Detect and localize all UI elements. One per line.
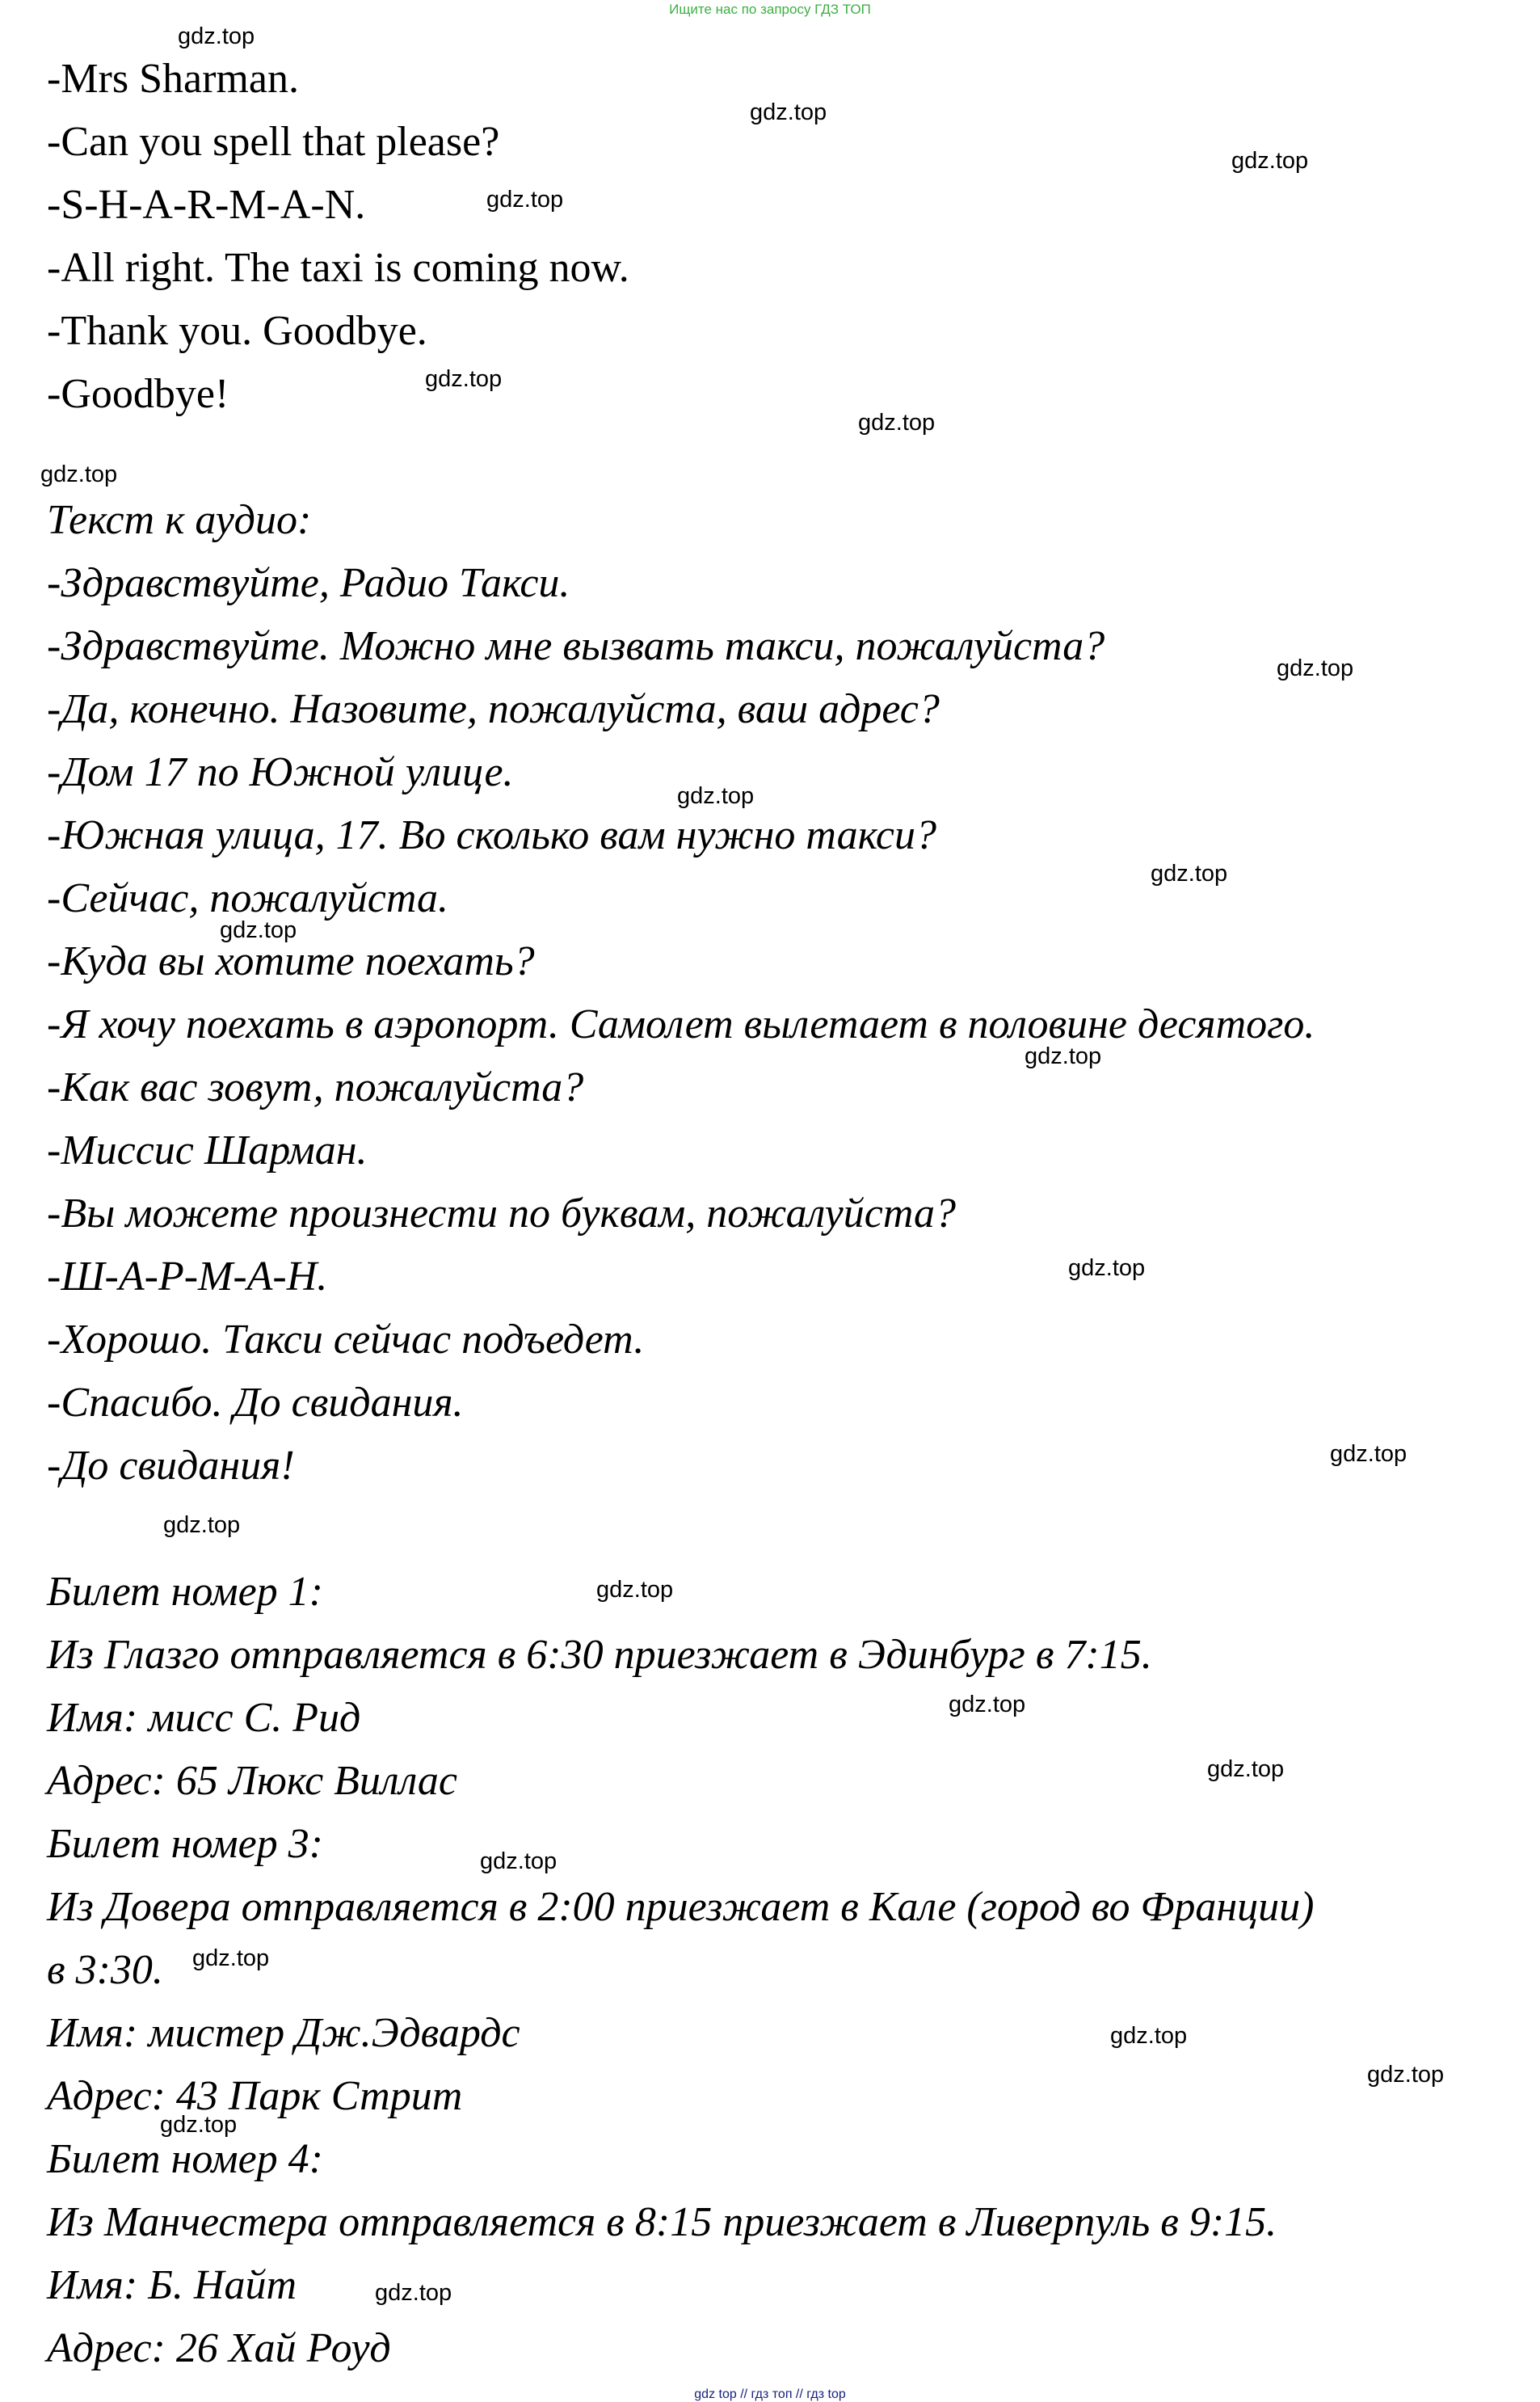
translation-line: -Южная улица, 17. Во сколько вам нужно такси? bbox=[47, 812, 937, 858]
watermark: gdz.top bbox=[425, 366, 503, 392]
watermark: gdz.top bbox=[40, 461, 118, 487]
dialogue-line: -All right. The taxi is coming now. bbox=[47, 245, 629, 291]
translation-line: -Дом 17 по Южной улице. bbox=[47, 749, 514, 795]
translation-line: -Спасибо. До свидания. bbox=[47, 1380, 464, 1426]
dialogue-line: -Can you spell that please? bbox=[47, 119, 500, 165]
watermark: gdz.top bbox=[1025, 1043, 1102, 1069]
dialogue-line: -Mrs Sharman. bbox=[47, 56, 299, 102]
watermark: gdz.top bbox=[596, 1577, 674, 1603]
dialogue-line: -Goodbye! bbox=[47, 371, 229, 417]
ticket-route-continued: в 3:30. bbox=[47, 1947, 163, 1993]
watermark: gdz.top bbox=[178, 23, 255, 49]
top-banner: Ищите нас по запросу ГДЗ ТОП bbox=[669, 2, 871, 17]
ticket-heading: Билет номер 4: bbox=[47, 2136, 323, 2182]
ticket-heading: Билет номер 3: bbox=[47, 1821, 323, 1867]
watermark: gdz.top bbox=[220, 917, 297, 943]
watermark: gdz.top bbox=[1277, 655, 1354, 681]
watermark: gdz.top bbox=[1151, 861, 1228, 887]
translation-line: -Я хочу поехать в аэропорт. Самолет вылетает в половине десятого. bbox=[47, 1001, 1315, 1047]
watermark: gdz.top bbox=[163, 1512, 241, 1538]
watermark: gdz.top bbox=[486, 187, 564, 213]
watermark: gdz.top bbox=[1068, 1255, 1146, 1281]
translation-line: -Здравствуйте, Радио Такси. bbox=[47, 560, 570, 606]
watermark: gdz.top bbox=[480, 1848, 558, 1874]
watermark: gdz.top bbox=[1367, 2062, 1445, 2088]
translation-line: -Да, конечно. Назовите, пожалуйста, ваш адрес? bbox=[47, 686, 940, 732]
ticket-name: Имя: Б. Найт bbox=[47, 2262, 297, 2308]
ticket-route: Из Довера отправляется в 2:00 приезжает в Кале (город во Франции) bbox=[47, 1884, 1315, 1930]
watermark: gdz.top bbox=[1330, 1441, 1407, 1467]
watermark: gdz.top bbox=[750, 99, 827, 125]
watermark: gdz.top bbox=[1110, 2023, 1188, 2049]
translation-line: -Вы можете произнести по буквам, пожалуйста? bbox=[47, 1190, 957, 1237]
dialogue-line: -S-H-A-R-M-A-N. bbox=[47, 182, 366, 228]
watermark: gdz.top bbox=[160, 2112, 238, 2138]
translation-line: -Здравствуйте. Можно мне вызвать такси, пожалуйста? bbox=[47, 623, 1105, 669]
dialogue-line: -Thank you. Goodbye. bbox=[47, 308, 427, 354]
translation-line: -Как вас зовут, пожалуйста? bbox=[47, 1064, 584, 1110]
translation-line: -Куда вы хотите поехать? bbox=[47, 938, 535, 984]
watermark: gdz.top bbox=[192, 1945, 270, 1971]
ticket-address: Адрес: 43 Парк Стрит bbox=[47, 2073, 463, 2119]
watermark: gdz.top bbox=[677, 783, 755, 809]
translation-line: -Сейчас, пожалуйста. bbox=[47, 875, 449, 921]
footer-banner: gdz top // гдз топ // гдз top bbox=[694, 2387, 846, 2401]
ticket-heading: Билет номер 1: bbox=[47, 1569, 323, 1615]
watermark: gdz.top bbox=[375, 2280, 452, 2306]
ticket-address: Адрес: 26 Хай Роуд bbox=[47, 2325, 391, 2371]
translation-heading: Текст к аудио: bbox=[47, 497, 312, 543]
ticket-route: Из Глазго отправляется в 6:30 приезжает в Эдинбург в 7:15. bbox=[47, 1632, 1152, 1678]
ticket-route: Из Манчестера отправляется в 8:15 приезжает в Ливерпуль в 9:15. bbox=[47, 2199, 1277, 2245]
translation-line: -Ш-А-Р-М-А-Н. bbox=[47, 1254, 328, 1300]
translation-line: -Хорошо. Такси сейчас подъедет. bbox=[47, 1317, 645, 1363]
watermark: gdz.top bbox=[1231, 148, 1309, 174]
watermark: gdz.top bbox=[949, 1692, 1026, 1717]
ticket-name: Имя: мисс С. Рид bbox=[47, 1695, 361, 1741]
ticket-address: Адрес: 65 Люкс Виллас bbox=[47, 1758, 457, 1804]
translation-line: -До свидания! bbox=[47, 1443, 295, 1489]
watermark: gdz.top bbox=[858, 410, 936, 436]
translation-line: -Миссис Шарман. bbox=[47, 1127, 368, 1174]
ticket-name: Имя: мистер Дж.Эдвардс bbox=[47, 2010, 520, 2056]
watermark: gdz.top bbox=[1207, 1756, 1285, 1782]
